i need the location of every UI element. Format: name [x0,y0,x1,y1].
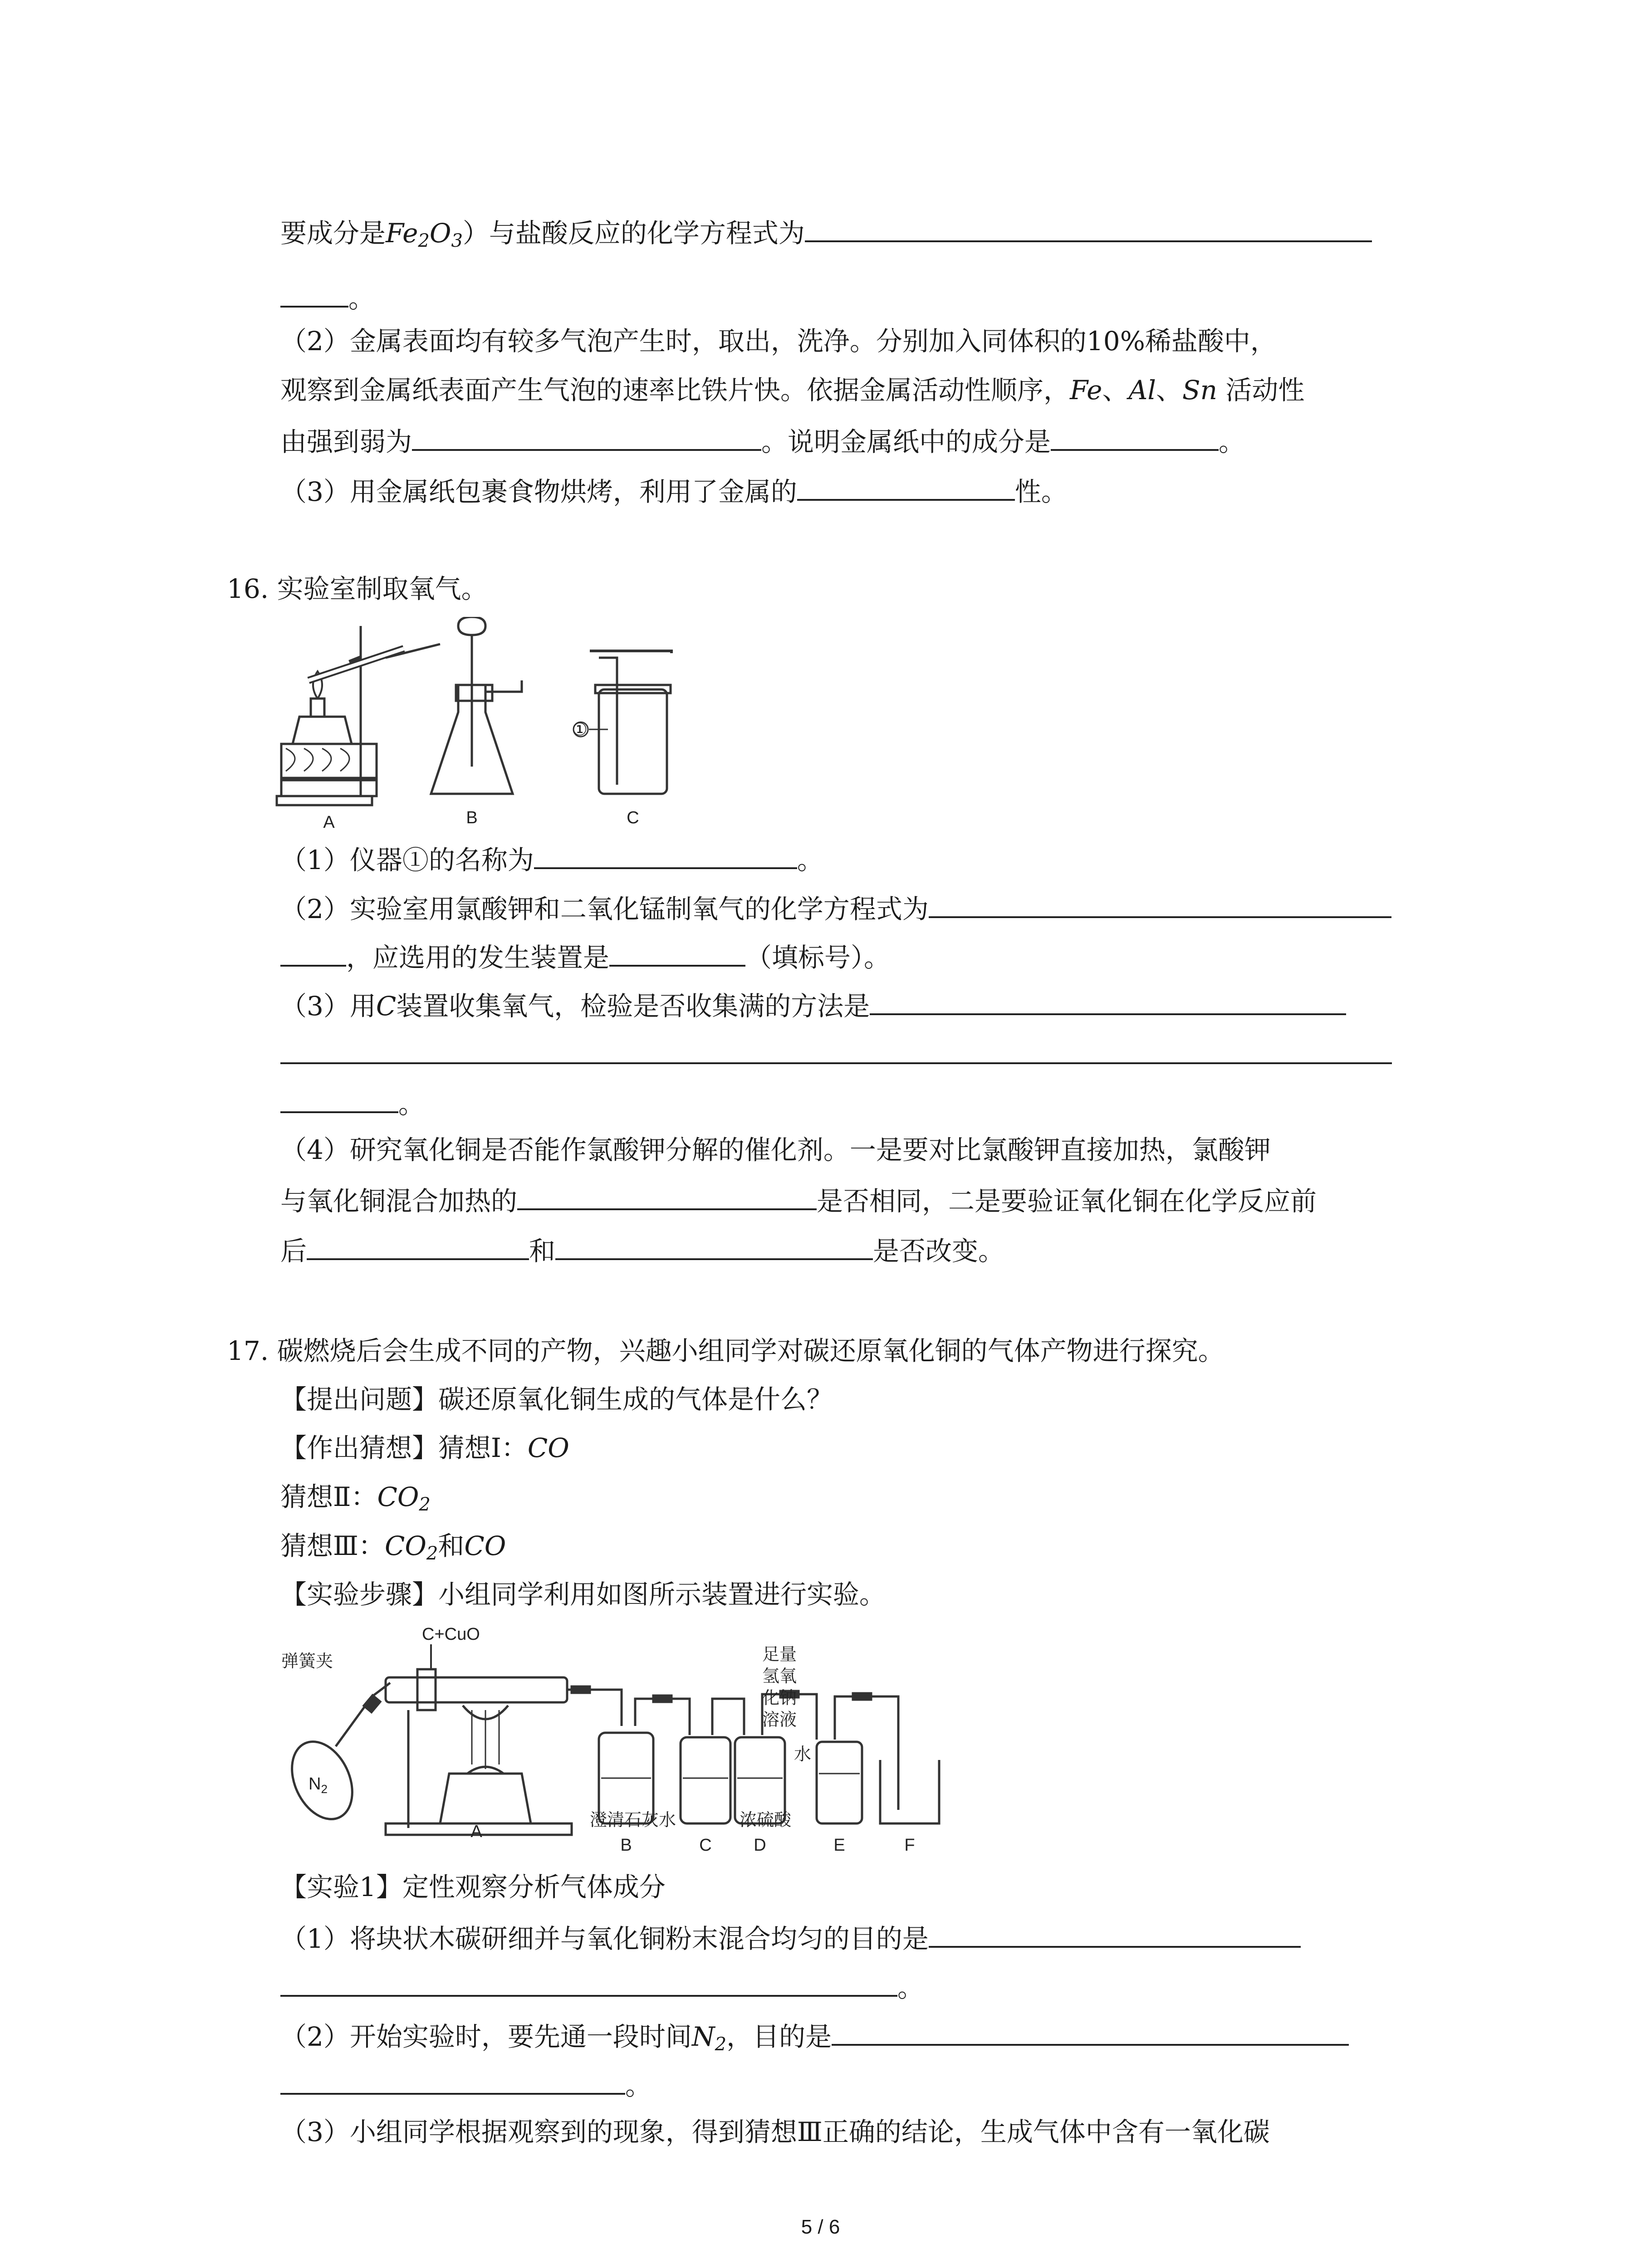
q16-p4-line3 [280,1230,1004,1269]
q17-e1-p1-line2 [280,1967,924,2006]
q16-p1 [280,839,823,878]
spring-clamp [364,1695,380,1712]
text: 16. 实验室制取氧气。 [227,573,488,604]
label-naoh-3: 化钠 [762,1689,797,1708]
answer-blank[interactable] [280,1083,398,1113]
formula-co: CO [464,1530,506,1561]
text: 。 [348,283,375,314]
q17-exp1 [280,1869,666,1905]
fig-label-a: A [323,813,335,832]
symbol-c: C [376,991,397,1022]
q16-apparatus-figure [272,617,717,835]
q17-e1-p2-line1 [280,2016,1349,2063]
label-acid: 浓硫酸 [740,1811,792,1830]
label-naoh-4: 溶液 [762,1711,797,1730]
symbol-fe: Fe [1070,375,1102,406]
stand-base [277,796,372,805]
formula-co2: $CO_2$ [377,1481,431,1515]
text: 。 [897,1972,924,2003]
answer-blank[interactable] [280,937,346,967]
n2-gas-bag [281,1732,364,1829]
q15-p2-line1 [280,323,1277,359]
fig-label-a: A [470,1822,482,1841]
formula-co2: $CO_2$ [384,1530,438,1564]
reaction-tube [386,1677,567,1702]
q16-p2-line1 [280,888,1391,927]
text: （3）用 [280,991,376,1022]
text: 要成分是 [280,218,386,249]
text: （3）小组同学根据观察到的现象，得到猜想Ⅲ正确的结论，生成气体中含有一氧化碳 [280,2116,1270,2147]
symbol-sn: Sn [1182,375,1217,406]
q17-guess2 [280,1479,431,1523]
q17-steps [280,1576,886,1613]
instrument-marker: ① [572,720,588,739]
bottle-e [817,1742,862,1823]
text: 。 [625,2070,652,2101]
q15-p3-line [280,471,1068,510]
alcohol-lamp [440,1774,531,1823]
text: （3）用金属纸包裹食物烘烤，利用了金属的 [280,476,797,507]
text: 【实验1】定性观察分析气体成分 [280,1872,666,1902]
text: 、 [1102,375,1129,406]
text: 是否相同，二是要验证氧化铜在化学反应前 [817,1186,1317,1217]
beaker-f [880,1760,939,1823]
text: （2）金属表面均有较多气泡产生时，取出，洗净。分别加入同体积的10%稀盐酸中， [280,326,1277,357]
q16-stem [227,571,488,607]
text: （1）仪器①的名称为 [280,845,534,875]
wood-block [281,744,377,780]
q17-e1-p1-line1 [280,1918,1301,1957]
text: 观察到金属纸表面产生气泡的速率比铁片快。依据金属活动性顺序， [280,375,1070,406]
answer-blank[interactable] [412,421,761,451]
answer-blank[interactable] [929,1918,1301,1948]
q16-p3-line2 [280,1034,1392,1073]
fig-label-e: E [833,1836,845,1855]
text: 与氧化铜混合加热的 [280,1186,518,1217]
q16-p2-line2 [280,937,890,976]
q16-p4-line1 [280,1132,1271,1168]
q17-e1-p2-line2 [280,2065,652,2104]
rubber-tube [336,1683,390,1746]
answer-blank[interactable] [929,888,1391,918]
text: 和 [529,1236,556,1266]
answer-blank[interactable] [517,1180,817,1210]
n2-subscript: 2 [321,1782,328,1796]
answer-blank[interactable] [280,1967,897,1997]
label-reagent: C+CuO [422,1625,480,1644]
label-clamp: 弹簧夹 [281,1652,333,1671]
page-number: 5 / 6 [801,2216,840,2238]
q17-guess1 [280,1430,569,1466]
text: 。 [398,1089,425,1119]
answer-blank[interactable] [555,1230,873,1260]
answer-blank[interactable] [870,985,1346,1015]
q17-question [280,1381,833,1418]
text: 、 [1156,375,1182,406]
text: 【作出猜想】猜想Ⅰ： [280,1432,528,1463]
tube-a-b [567,1690,622,1726]
fig-label-d: D [754,1836,766,1855]
text: ，应选用的发生装置是 [346,942,610,973]
text: 活动性 [1217,375,1305,406]
fig-label-c: C [627,808,639,827]
text: 17. 碳燃烧后会生成不同的产物，兴趣小组同学对碳还原氧化铜的气体产物进行探究。 [227,1335,1225,1366]
formula-fe2o3: $Fe_2O_3$ [386,218,463,251]
formula-n2: $N_2$ [691,2021,727,2055]
answer-blank[interactable] [805,212,1372,242]
q17-guess3 [280,1528,506,1572]
q17-e1-p3 [280,2114,1270,2150]
text: 猜想Ⅲ： [280,1530,385,1561]
answer-blank[interactable] [609,937,745,967]
text: 【提出问题】碳还原氧化铜生成的气体是什么？ [280,1384,833,1415]
text: 是否改变。 [873,1236,1005,1266]
q16-p3-line1 [280,985,1346,1024]
answer-blank[interactable] [280,278,348,308]
label-water: 水 [794,1745,812,1764]
formula-co: CO [527,1432,569,1463]
q15-p2-line2 [280,372,1304,408]
text: 由强到弱为 [280,426,412,457]
text: 装置收集氧气，检验是否收集满的方法是 [396,991,870,1022]
fig-label-c: C [699,1836,712,1855]
answer-blank[interactable] [280,2065,625,2095]
text: 。说明金属纸中的成分是 [761,426,1051,457]
fig-label-b: B [620,1836,632,1855]
label-naoh-1: 足量 [762,1645,797,1664]
gas-bottle [599,689,667,794]
text: 。 [797,845,823,875]
label-n2 [309,1774,328,1796]
text: （4）研究氧化铜是否能作氯酸钾分解的催化剂。一是要对比氯酸钾直接加热，氯酸钾 [280,1134,1271,1165]
answer-blank[interactable] [797,471,1015,501]
fig-label-f: F [904,1836,915,1855]
q17-apparatus-figure [281,1624,1098,1864]
q15-line1 [280,212,1372,259]
answer-blank[interactable] [534,839,797,869]
text: 和 [438,1530,465,1561]
text: 。 [1219,426,1245,457]
label-naoh-2: 氢氧 [762,1667,797,1686]
q17-stem [227,1333,1225,1369]
alcohol-lamp [293,717,352,744]
text: ，目的是 [726,2021,832,2052]
text: 【实验步骤】小组同学利用如图所示装置进行实验。 [280,1579,886,1610]
funnel [458,617,485,635]
answer-blank[interactable] [280,1034,1392,1064]
text: （1）将块状木碳研细并与氧化铜粉末混合均匀的目的是 [280,1923,929,1954]
bottle-c [681,1737,730,1823]
text: CO [384,1530,426,1561]
text: （填标号）。 [745,942,891,973]
answer-blank[interactable] [832,2016,1349,2046]
text: 后 [280,1236,307,1266]
q16-p4-line2 [280,1180,1317,1219]
text: ）与盐酸反应的化学方程式为 [462,218,805,249]
text: CO [377,1481,419,1512]
text: （2）实验室用氯酸钾和二氧化锰制氧气的化学方程式为 [280,894,929,924]
n2-symbol: N [309,1774,321,1794]
q15-line2 [280,278,375,317]
q16-p3-line3 [280,1083,425,1122]
label-limewater: 澄清石灰水 [590,1811,676,1830]
answer-blank[interactable] [1051,421,1219,451]
fig-label-b: B [466,808,478,827]
answer-blank[interactable] [307,1230,529,1260]
symbol-al: Al [1128,375,1156,406]
q15-p2-line3 [280,421,1245,460]
text: 性。 [1014,476,1068,507]
text: （2）开始实验时，要先通一段时间 [280,2021,692,2052]
text: N [691,2021,715,2052]
text: 猜想Ⅱ： [280,1481,377,1512]
